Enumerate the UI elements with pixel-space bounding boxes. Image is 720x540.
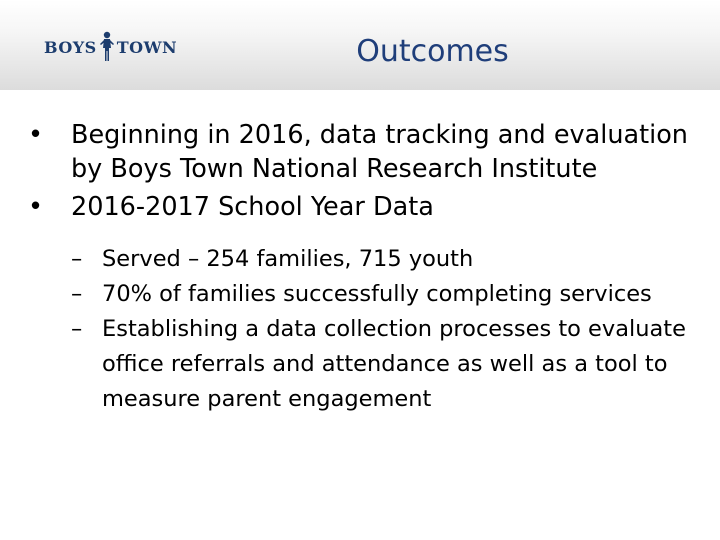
sub-bullet-item: [28, 312, 688, 417]
slide-body: [28, 118, 688, 417]
bullet-marker: •: [28, 120, 44, 150]
logo-figure-icon: [98, 30, 116, 64]
sub-bullet-list: [28, 242, 688, 417]
bullet-text: 2016-2017 School Year Data: [71, 192, 434, 222]
sub-bullet-item: [28, 277, 688, 312]
sub-bullet-text: 70% of families successfully completing services: [102, 281, 652, 307]
sub-bullet-marker: –: [71, 316, 83, 342]
bullet-text: Beginning in 2016, data tracking and evaluation by Boys Town National Research Institute: [71, 120, 688, 184]
sub-bullet-marker: –: [71, 246, 83, 272]
sub-bullet-marker: –: [71, 281, 83, 307]
logo-text-right: TOWN: [116, 37, 178, 57]
sub-bullet-text: Served – 254 families, 715 youth: [102, 246, 474, 272]
sub-bullet-text: Establishing a data collection processes to evaluate office referrals and attendance as well as a tool to measure parent engagement: [102, 316, 686, 412]
sub-bullet-item: [28, 242, 688, 277]
slide-title: Outcomes: [356, 34, 509, 69]
bullet-marker: •: [28, 192, 44, 222]
bullet-item: [28, 118, 688, 186]
logo-text-left: BOYS: [44, 37, 97, 57]
bullet-item: [28, 190, 688, 224]
boys-town-logo: [44, 30, 177, 64]
